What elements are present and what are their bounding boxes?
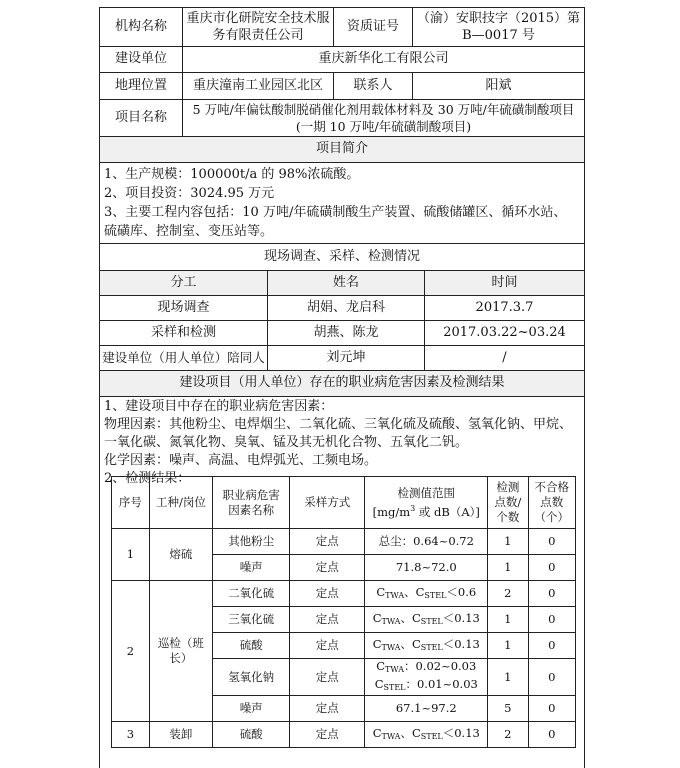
col-range xyxy=(365,477,488,529)
row-factor: 三氧化硫 xyxy=(213,607,290,633)
c-sub: STEL xyxy=(383,683,406,692)
row-range xyxy=(365,607,488,633)
col-factor: 职业病危害因素名称 xyxy=(213,477,290,529)
row-fail: 0 xyxy=(528,696,576,722)
row-points: 1 xyxy=(488,529,528,555)
row-range: 67.1~97.2 xyxy=(365,696,488,722)
c-sub: TWA xyxy=(381,731,401,741)
row-method: 定点 xyxy=(290,696,365,722)
org-label: 机构名称 xyxy=(100,8,183,46)
col-range-b xyxy=(365,501,487,520)
survey-role: 建设单位（用人单位）陪同人 xyxy=(100,345,268,370)
c-symbol: C xyxy=(376,659,386,673)
row-factor: 噪声 xyxy=(213,555,290,581)
row-factor: 氢氧化钠 xyxy=(213,659,290,696)
survey-time: 2017.03.22~03.24 xyxy=(425,320,585,345)
row-factor: 噪声 xyxy=(213,696,290,722)
c-sub: STEL xyxy=(420,731,443,741)
c-sep: 、C xyxy=(400,636,421,651)
row-range xyxy=(365,659,488,696)
org-value: 重庆市化研院安全技术服务有限责任公司 xyxy=(183,8,334,46)
row-points: 5 xyxy=(488,696,528,722)
intro-line: 1、生产规模：100000t/a 的 98%浓硫酸。 xyxy=(104,166,360,182)
row-method: 定点 xyxy=(290,529,365,555)
location-value: 重庆潼南工业园区北区 xyxy=(183,72,334,99)
builder-value: 重庆新华化工有限公司 xyxy=(183,46,585,72)
c-sub: STEL xyxy=(420,642,443,652)
survey-table xyxy=(100,244,584,397)
survey-col-role: 分工 xyxy=(100,270,268,295)
hazards-title: 建设项目（用人单位）存在的职业病危害因素及检测结果 xyxy=(100,370,584,396)
c-limit: ＜0.13 xyxy=(442,636,480,651)
row-method: 定点 xyxy=(290,722,365,748)
c-symbol: C xyxy=(372,636,382,651)
row-no: 2 xyxy=(112,581,150,722)
range-unit-a: [mg/m xyxy=(372,504,411,519)
hazards-text xyxy=(100,397,584,488)
row-factor: 硫酸 xyxy=(213,722,290,748)
survey-role: 现场调查 xyxy=(100,295,268,320)
row-factor: 二氧化硫 xyxy=(213,581,290,607)
c-sub: TWA xyxy=(385,590,405,600)
row-fail: 0 xyxy=(528,607,576,633)
row-factor: 其他粉尘 xyxy=(213,529,290,555)
cert-value: （渝）安职技字（2015）第 B—0017 号 xyxy=(413,8,585,46)
row-range xyxy=(365,722,488,748)
hazards-line: 一氧化碳、氮氧化物、臭氧、锰及其无机化合物、五氧化二钒。 xyxy=(104,434,469,450)
row-fail: 0 xyxy=(528,529,576,555)
col-no: 序号 xyxy=(112,477,150,529)
project-value: 5 万吨/年偏钛酸制脱硝催化剂用载体材料及 30 万吨/年硫磺制酸项目(一期 10 万吨/年硫磺制酸项目) xyxy=(183,99,585,136)
hazards-line: 化学因素：噪声、高温、电焊弧光、工频电场。 xyxy=(104,452,378,468)
cert-label: 资质证号 xyxy=(334,8,413,46)
col-fail: 不合格点数（个） xyxy=(528,477,576,529)
row-post: 巡检（班长） xyxy=(149,581,212,722)
row-method: 定点 xyxy=(290,633,365,659)
c-sub: STEL xyxy=(424,590,447,600)
row-fail: 0 xyxy=(528,659,576,696)
survey-name: 刘元坤 xyxy=(268,345,425,370)
location-label: 地理位置 xyxy=(100,72,183,99)
c-sub: TWA xyxy=(381,616,401,626)
intro-line: 3、主要工程内容包括：10 万吨/年硫磺制酸生产装置、硫酸储罐区、循环水站、 xyxy=(104,204,567,220)
project-label: 项目名称 xyxy=(100,99,183,136)
survey-role: 采样和检测 xyxy=(100,320,268,345)
c-sub: STEL xyxy=(420,616,443,626)
row-range: 71.8~72.0 xyxy=(365,555,488,581)
hazards-line: 2、检测结果： xyxy=(104,470,191,486)
row-points: 1 xyxy=(488,607,528,633)
row-method: 定点 xyxy=(290,555,365,581)
row-points: 1 xyxy=(488,555,528,581)
hazards-line: 物理因素：其他粉尘、电焊烟尘、二氧化硫、三氧化硫及硫酸、氢氧化钠、甲烷、 xyxy=(104,416,573,432)
survey-title: 现场调查、采样、检测情况 xyxy=(100,244,584,271)
survey-time: / xyxy=(425,345,585,370)
intro-text xyxy=(100,163,584,244)
survey-name: 胡燕、陈龙 xyxy=(268,320,425,345)
survey-col-name: 姓名 xyxy=(268,270,425,295)
row-fail: 0 xyxy=(528,581,576,607)
col-method: 采样方式 xyxy=(290,477,365,529)
range-unit-sup: 3 xyxy=(410,503,416,513)
contact-value: 阳斌 xyxy=(413,72,585,99)
intro-line: 2、项目投资：3024.95 万元 xyxy=(104,185,275,201)
row-range: 总尘：0.64~0.72 xyxy=(365,529,488,555)
c-sub: TWA xyxy=(385,665,404,674)
row-points: 2 xyxy=(488,722,528,748)
row-post: 装卸 xyxy=(149,722,212,748)
survey-name: 胡娟、龙启科 xyxy=(268,295,425,320)
row-points: 1 xyxy=(488,659,528,696)
header-table xyxy=(100,8,584,163)
row-method: 定点 xyxy=(290,607,365,633)
c-symbol: C xyxy=(374,677,384,691)
survey-col-time: 时间 xyxy=(425,270,585,295)
results-table xyxy=(111,476,576,748)
row-fail: 0 xyxy=(528,633,576,659)
c-symbol: C xyxy=(372,725,382,740)
row-method: 定点 xyxy=(290,581,365,607)
row-points: 2 xyxy=(488,581,528,607)
row-post: 熔硫 xyxy=(149,529,212,581)
contact-label: 联系人 xyxy=(334,72,413,99)
row-range xyxy=(365,581,488,607)
c-sub: TWA xyxy=(381,642,401,652)
c-symbol: C xyxy=(376,584,386,599)
row-fail: 0 xyxy=(528,722,576,748)
range-unit-c: 或 dB（A）] xyxy=(415,504,480,519)
row-factor: 硫酸 xyxy=(213,633,290,659)
range-line xyxy=(365,677,487,695)
hazards-line: 1、建设项目中存在的职业病危害因素： xyxy=(104,398,334,414)
row-no: 1 xyxy=(112,529,150,581)
range-line xyxy=(365,659,487,677)
c-sep: 、C xyxy=(400,725,421,740)
c-limit: ＜0.13 xyxy=(442,725,480,740)
intro-line: 硫磺库、控制室、变压站等。 xyxy=(104,223,274,239)
c-sep: 、C xyxy=(404,584,425,599)
c-value: ：0.01~0.03 xyxy=(405,677,478,691)
row-range xyxy=(365,633,488,659)
col-range-a: 检测值范围 xyxy=(397,485,456,500)
intro-title: 项目简介 xyxy=(100,136,584,162)
c-limit: ＜0.6 xyxy=(446,584,477,599)
row-points: 1 xyxy=(488,633,528,659)
row-method: 定点 xyxy=(290,659,365,696)
col-post: 工种/岗位 xyxy=(149,477,212,529)
survey-time: 2017.3.7 xyxy=(425,295,585,320)
c-limit: ＜0.13 xyxy=(442,610,480,625)
col-points: 检测点数/个数 xyxy=(488,477,528,529)
row-fail: 0 xyxy=(528,555,576,581)
c-sep: 、C xyxy=(400,610,421,625)
row-no: 3 xyxy=(112,722,150,748)
c-value: ：0.02~0.03 xyxy=(403,659,477,673)
c-symbol: C xyxy=(372,610,382,625)
builder-label: 建设单位 xyxy=(100,46,183,72)
